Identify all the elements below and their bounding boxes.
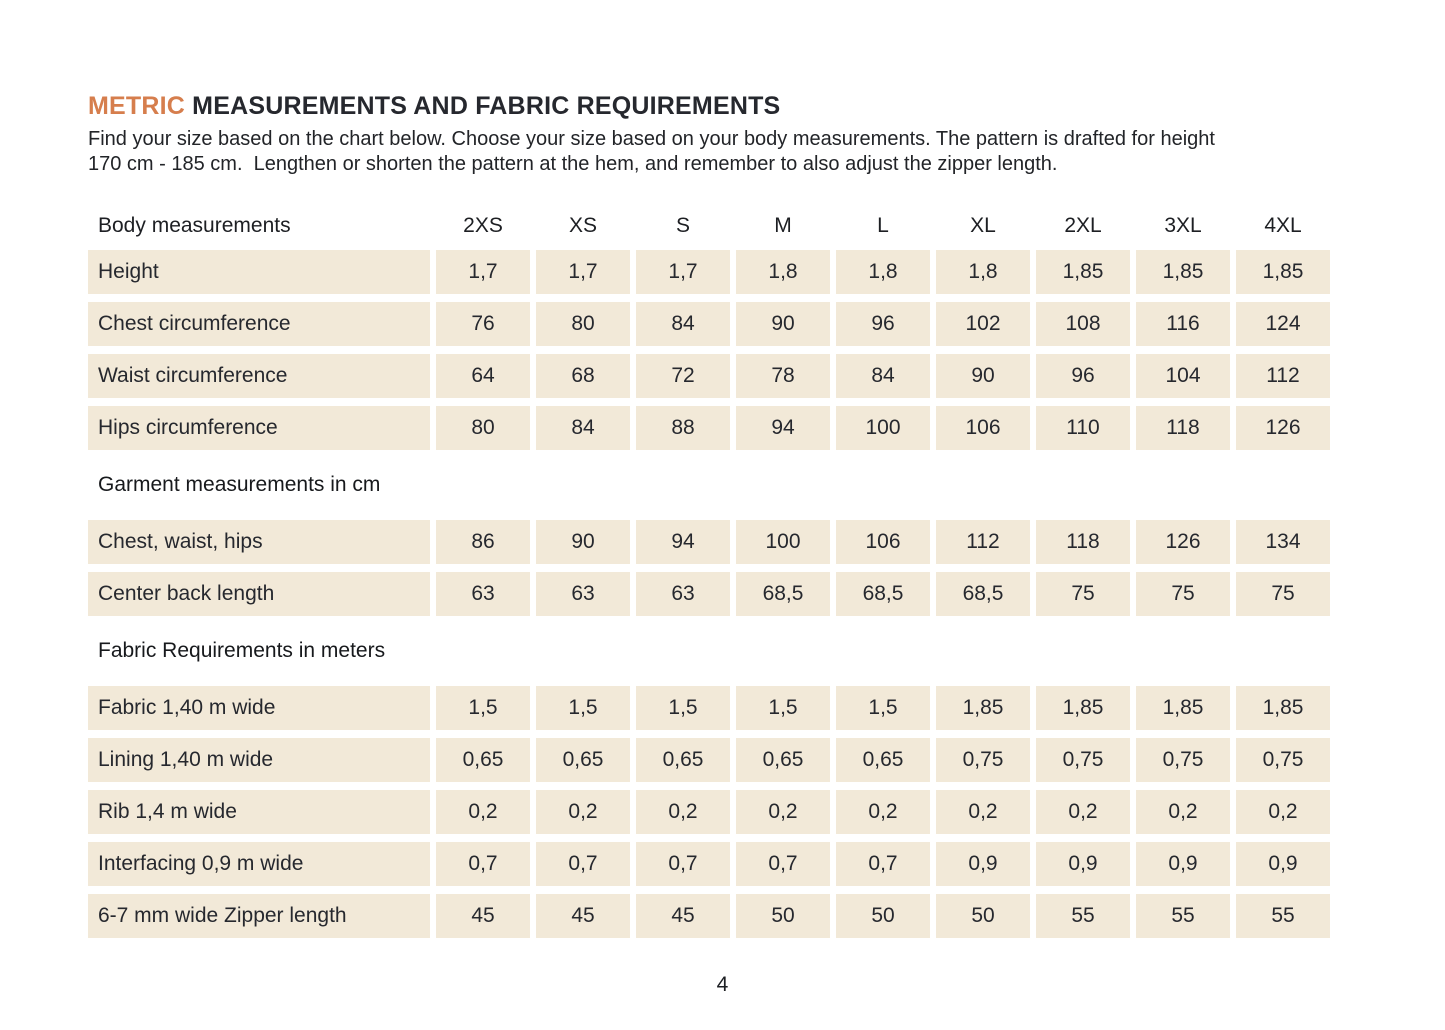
table-cell: 0,9 — [936, 842, 1030, 886]
row-label: Center back length — [88, 572, 430, 616]
table-cell: 0,7 — [836, 842, 930, 886]
table-cell: 50 — [936, 894, 1030, 938]
table-cell: 0,2 — [436, 790, 530, 834]
column-header-size: M — [774, 214, 792, 237]
table-cell: 0,2 — [1136, 790, 1230, 834]
table-cell: 1,5 — [836, 686, 930, 730]
intro-paragraph — [88, 127, 1445, 177]
table-cell: 0,9 — [1236, 842, 1330, 886]
table-cell: 0,65 — [636, 738, 730, 782]
intro-line-2: 170 cm - 185 cm. Lengthen or shorten the pattern at the hem, and remember to also adjust the zipper length. — [88, 153, 1058, 175]
table-cell: 1,5 — [536, 686, 630, 730]
column-header-size: XL — [970, 214, 996, 237]
row-label: Chest circumference — [88, 302, 430, 346]
table-cell: 63 — [536, 572, 630, 616]
table-cell: 1,85 — [1136, 250, 1230, 294]
table-cell: 84 — [536, 406, 630, 450]
table-cell: 110 — [1036, 406, 1130, 450]
table-cell: 1,5 — [736, 686, 830, 730]
table-cell: 55 — [1136, 894, 1230, 938]
table-cell: 75 — [1036, 572, 1130, 616]
table-cell: 106 — [836, 520, 930, 564]
table-cell: 0,65 — [436, 738, 530, 782]
table-cell: 55 — [1036, 894, 1130, 938]
table-cell: 0,75 — [1036, 738, 1130, 782]
row-label: Height — [88, 250, 430, 294]
table-cell: 1,85 — [1036, 250, 1130, 294]
table-cell: 0,65 — [536, 738, 630, 782]
table-cell: 118 — [1136, 406, 1230, 450]
table-cell: 0,7 — [736, 842, 830, 886]
page-title-highlight: METRIC — [88, 92, 186, 120]
table-cell: 1,7 — [536, 250, 630, 294]
table-cell: 134 — [1236, 520, 1330, 564]
table-cell: 94 — [636, 520, 730, 564]
table-cell: 63 — [436, 572, 530, 616]
table-cell: 0,2 — [936, 790, 1030, 834]
table-cell: 0,9 — [1036, 842, 1130, 886]
table-cell: 84 — [636, 302, 730, 346]
section-heading: Garment measurements in cm — [98, 473, 381, 496]
column-header-size: 4XL — [1264, 214, 1302, 237]
table-cell: 1,85 — [936, 686, 1030, 730]
row-label: Lining 1,40 m wide — [88, 738, 430, 782]
table-cell: 0,2 — [1036, 790, 1130, 834]
column-header-label: Body measurements — [98, 214, 291, 237]
column-header-size: XS — [568, 214, 597, 237]
row-label: Chest, waist, hips — [88, 520, 430, 564]
row-label: Fabric 1,40 m wide — [88, 686, 430, 730]
table-cell: 94 — [736, 406, 830, 450]
table-cell: 1,7 — [436, 250, 530, 294]
column-header-size: 3XL — [1164, 214, 1202, 237]
table-cell: 45 — [436, 894, 530, 938]
table-cell: 96 — [836, 302, 930, 346]
table-cell: 78 — [736, 354, 830, 398]
table-cell: 68,5 — [736, 572, 830, 616]
row-label: 6-7 mm wide Zipper length — [88, 894, 430, 938]
table-cell: 1,5 — [436, 686, 530, 730]
table-cell: 90 — [736, 302, 830, 346]
table-cell: 104 — [1136, 354, 1230, 398]
table-cell: 76 — [436, 302, 530, 346]
table-cell: 1,7 — [636, 250, 730, 294]
row-label: Rib 1,4 m wide — [88, 790, 430, 834]
section-heading: Fabric Requirements in meters — [98, 639, 386, 662]
table-cell: 1,8 — [736, 250, 830, 294]
table-cell: 126 — [1136, 520, 1230, 564]
table-cell: 90 — [936, 354, 1030, 398]
table-cell: 0,7 — [536, 842, 630, 886]
table-cell: 68,5 — [836, 572, 930, 616]
table-cell: 1,5 — [636, 686, 730, 730]
table-cell: 0,7 — [636, 842, 730, 886]
table-cell: 108 — [1036, 302, 1130, 346]
table-cell: 0,9 — [1136, 842, 1230, 886]
table-cell: 1,85 — [1036, 686, 1130, 730]
table-cell: 80 — [436, 406, 530, 450]
table-cell: 50 — [736, 894, 830, 938]
table-cell: 96 — [1036, 354, 1130, 398]
table-cell: 1,85 — [1136, 686, 1230, 730]
table-cell: 102 — [936, 302, 1030, 346]
table-cell: 0,2 — [836, 790, 930, 834]
row-label: Interfacing 0,9 m wide — [88, 842, 430, 886]
table-cell: 1,8 — [936, 250, 1030, 294]
page-title — [88, 92, 1445, 120]
column-header-size: L — [877, 214, 889, 237]
table-cell: 68,5 — [936, 572, 1030, 616]
table-cell: 88 — [636, 406, 730, 450]
table-cell: 68 — [536, 354, 630, 398]
row-label: Hips circumference — [88, 406, 430, 450]
table-cell: 0,2 — [536, 790, 630, 834]
row-label: Waist circumference — [88, 354, 430, 398]
table-cell: 106 — [936, 406, 1030, 450]
table-cell: 0,75 — [1236, 738, 1330, 782]
table-cell: 112 — [1236, 354, 1330, 398]
table-cell: 116 — [1136, 302, 1230, 346]
table-cell: 118 — [1036, 520, 1130, 564]
page-number: 4 — [716, 973, 729, 996]
table-cell: 124 — [1236, 302, 1330, 346]
table-cell: 75 — [1236, 572, 1330, 616]
table-cell: 50 — [836, 894, 930, 938]
table-cell: 1,85 — [1236, 686, 1330, 730]
table-cell: 55 — [1236, 894, 1330, 938]
table-cell: 100 — [736, 520, 830, 564]
table-cell: 0,75 — [936, 738, 1030, 782]
intro-line-1: Find your size based on the chart below. Choose your size based on your body measurements. The pattern is drafted for height — [88, 128, 1215, 150]
table-cell: 0,65 — [736, 738, 830, 782]
table-cell: 126 — [1236, 406, 1330, 450]
table-cell: 63 — [636, 572, 730, 616]
table-cell: 75 — [1136, 572, 1230, 616]
table-cell: 0,7 — [436, 842, 530, 886]
table-cell: 0,2 — [636, 790, 730, 834]
table-cell: 45 — [536, 894, 630, 938]
table-cell: 45 — [636, 894, 730, 938]
column-header-size: 2XS — [463, 214, 503, 237]
table-cell: 90 — [536, 520, 630, 564]
table-cell: 0,2 — [736, 790, 830, 834]
table-cell: 0,65 — [836, 738, 930, 782]
table-cell: 72 — [636, 354, 730, 398]
column-header-size: S — [675, 214, 690, 237]
column-header-size: 2XL — [1064, 214, 1102, 237]
table-cell: 112 — [936, 520, 1030, 564]
page-title-rest: MEASUREMENTS AND FABRIC REQUIREMENTS — [185, 92, 781, 120]
table-cell: 0,75 — [1136, 738, 1230, 782]
table-cell: 0,2 — [1236, 790, 1330, 834]
size-table — [88, 206, 1330, 938]
table-cell: 1,85 — [1236, 250, 1330, 294]
table-cell: 100 — [836, 406, 930, 450]
table-cell: 84 — [836, 354, 930, 398]
table-cell: 80 — [536, 302, 630, 346]
table-cell: 1,8 — [836, 250, 930, 294]
table-cell: 64 — [436, 354, 530, 398]
table-cell: 86 — [436, 520, 530, 564]
